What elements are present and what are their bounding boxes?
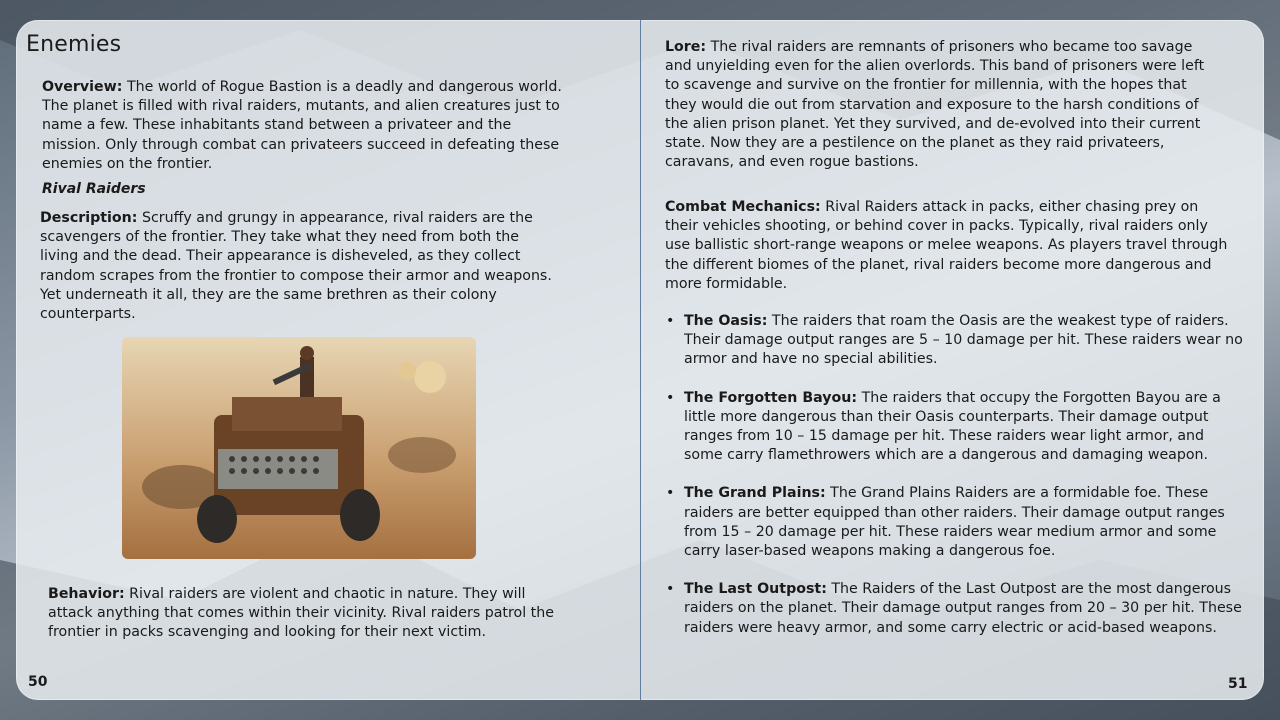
combat-text: Rival Raiders attack in packs, either chasing prey on their vehicles shooting, or behind cover in packs. Typically, rival raiders only use ballistic short-range weapons or melee weapons. As players travel through the different biomes of the planet, rival raiders become more dangerous and more formidable.	[665, 199, 1228, 292]
page-number-right: 51	[1228, 676, 1248, 692]
description-label: Description:	[40, 210, 138, 226]
bullet-text: The raiders that roam the Oasis are the weakest type of raiders. Their damage output ranges are 5 – 10 damage per hit. These raiders wear no armor and have no special abilities.	[684, 313, 1243, 368]
behavior-label: Behavior:	[48, 586, 125, 602]
bullet-text: The raiders that occupy the Forgotten Bayou are a little more dangerous than their Oasis counterparts. Their damage output ranges from 10 – 15 damage per hit. These raiders wear light armor, and some carry flamethrowers which are a dangerous and damaging weapon.	[684, 389, 1221, 464]
overview-label: Overview:	[42, 79, 123, 95]
page-divider	[640, 20, 641, 700]
overview-paragraph	[42, 78, 567, 174]
lore-label: Lore:	[665, 39, 707, 55]
raider-vehicle-illustration	[122, 337, 476, 559]
bullet-icon: •	[666, 485, 675, 502]
bullet-icon: •	[666, 581, 675, 598]
combat-mechanics-paragraph	[665, 198, 1235, 294]
bullet-label: The Last Outpost:	[684, 581, 827, 598]
combat-label: Combat Mechanics:	[665, 199, 821, 215]
bullet-last-outpost	[664, 580, 1244, 638]
page-number-left: 50	[28, 674, 48, 690]
bullet-text: The Raiders of the Last Outpost are the most dangerous raiders on the planet. Their damage output ranges from 20 – 30 per hit. These raiders were heavy armor, and some carry electric or acid-based weapons.	[684, 581, 1242, 636]
behavior-text: Rival raiders are violent and chaotic in nature. They will attack anything that comes within their vicinity. Rival raiders patrol the frontier in packs scavenging and looking for their next victim.	[48, 586, 554, 641]
description-paragraph	[40, 209, 560, 324]
bullet-label: The Grand Plains:	[684, 485, 826, 502]
rival-raiders-subheading: Rival Raiders	[42, 181, 146, 197]
biome-bullet-list	[664, 312, 1244, 657]
lore-paragraph	[665, 38, 1210, 172]
overview-text: The world of Rogue Bastion is a deadly and dangerous world. The planet is filled with rival raiders, mutants, and alien creatures just to name a few. These inhabitants stand between a privateer and the mission. Only through combat can privateers succeed in defeating these enemies on the frontier.	[42, 79, 562, 172]
bullet-icon: •	[666, 313, 675, 329]
behavior-paragraph	[48, 585, 563, 643]
bullet-icon: •	[666, 389, 675, 406]
description-text: Scruffy and grungy in appearance, rival raiders are the scavengers of the frontier. They take what they need from both the living and the dead. Their appearance is disheveled, as they collect random scrapes from the frontier to compose their armor and weapons. Yet underneath it all, they are the same brethren as their colony counterparts.	[40, 210, 552, 323]
bullet-forgotten-bayou	[664, 389, 1244, 466]
bullet-grand-plains	[664, 484, 1244, 561]
bullet-oasis	[664, 312, 1244, 370]
lore-text: The rival raiders are remnants of prisoners who became too savage and unyielding even for the alien overlords. This band of prisoners were left to scavenge and survive on the frontier for millennia, with the hopes that they would die out from starvation and exposure to the harsh conditions of the alien prison planet. Yet they survived, and de-evolved into their current state. Now they are a pestilence on the planet as they raid privateers, caravans, and even rogue bastions.	[665, 39, 1205, 171]
bullet-label: The Forgotten Bayou:	[684, 389, 858, 406]
bullet-text: The Grand Plains Raiders are a formidable foe. These raiders are better equipped than other raiders. Their damage output ranges from 15 – 20 damage per hit. These raiders wear medium armor and some carry laser-based weapons making a dangerous foe.	[684, 485, 1225, 560]
bullet-label: The Oasis:	[684, 313, 768, 329]
page-title: Enemies	[26, 32, 122, 57]
